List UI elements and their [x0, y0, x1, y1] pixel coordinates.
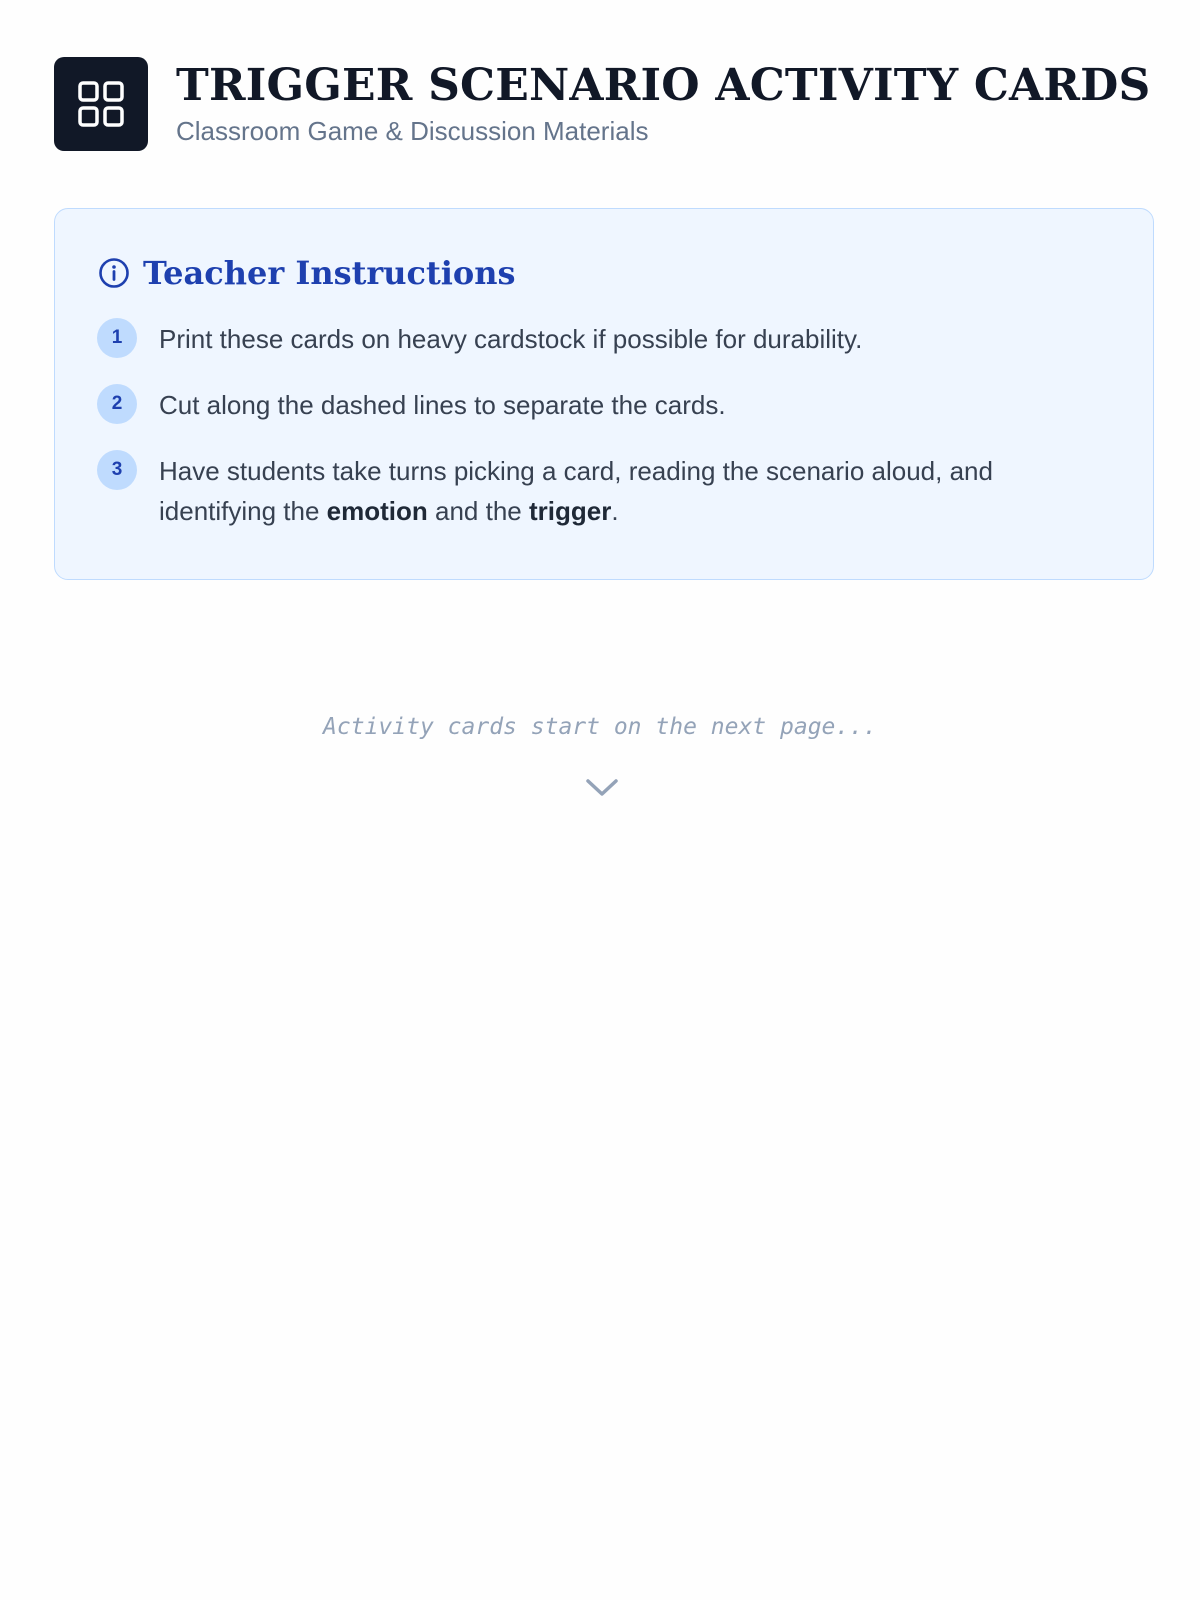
grid-icon — [54, 57, 148, 151]
page-header — [54, 57, 1150, 151]
title-block — [176, 57, 1150, 147]
page-title: TRIGGER SCENARIO ACTIVITY CARDS — [176, 60, 1151, 111]
chevron-down-icon — [584, 776, 620, 800]
step-text: Cut along the dashed lines to separate the cards. — [159, 390, 726, 420]
emotion-emphasis: emotion — [326, 496, 428, 526]
info-icon — [97, 256, 131, 290]
step-number-badge: 2 — [97, 384, 137, 424]
instructions-heading — [97, 253, 1113, 293]
instruction-step — [97, 319, 1113, 359]
teacher-instructions-panel — [54, 208, 1154, 580]
instructions-title: Teacher Instructions — [143, 254, 516, 292]
instruction-steps — [97, 319, 1113, 531]
step-text-part: Have students take turns picking a card, reading the scenario aloud, and identifying the — [159, 456, 993, 526]
step-text-part: and the — [427, 496, 529, 526]
instruction-step — [97, 385, 1113, 425]
step-number-badge: 1 — [97, 318, 137, 358]
trigger-emphasis: trigger — [528, 496, 612, 526]
step-text — [159, 451, 1113, 531]
step-text: Print these cards on heavy cardstock if possible for durability. — [159, 324, 863, 354]
step-number-badge: 3 — [97, 450, 137, 490]
step-text-part: . — [611, 496, 619, 526]
page-subtitle: Classroom Game & Discussion Materials — [176, 116, 649, 146]
instruction-step — [97, 451, 1113, 531]
next-page-note: Activity cards start on the next page... — [323, 714, 877, 740]
